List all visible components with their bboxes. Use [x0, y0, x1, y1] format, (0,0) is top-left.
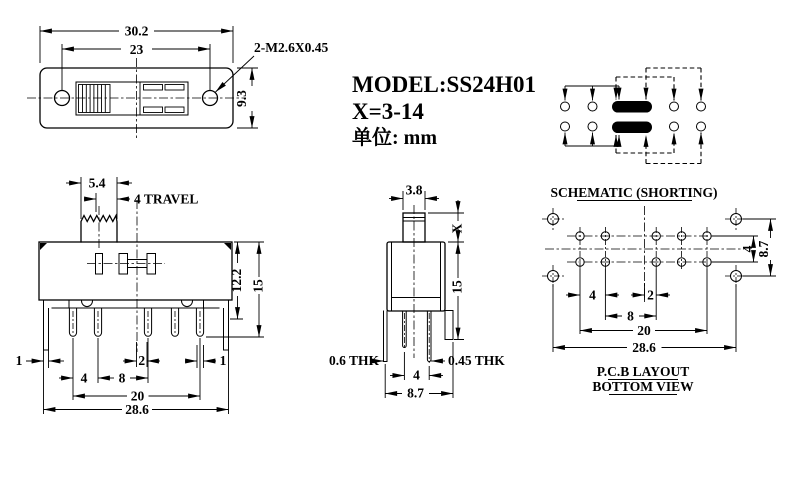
dim-top-overall-width: 30.2: [124, 23, 149, 39]
schematic-terminal: [561, 102, 570, 111]
dim-overall-depth: 8.7: [407, 385, 424, 401]
side-foot: [445, 311, 453, 340]
mounting-leg-left: [44, 301, 49, 350]
side-leg: [384, 311, 388, 362]
shorting-bar-top: [612, 101, 652, 113]
model-label: MODEL:SS24H01: [352, 72, 537, 97]
dim-knob-height: X: [449, 223, 465, 234]
schematic-terminal: [697, 122, 706, 131]
dim-total-height: 15: [250, 279, 266, 293]
dim-knob-width: 5.4: [88, 175, 106, 191]
pcb-layout-view: [542, 206, 776, 395]
dim-hole-span: 28.6: [632, 340, 656, 355]
dim-pad-pitch: 4: [589, 287, 596, 303]
dim-group-span: 8: [118, 370, 126, 386]
dim-side-body-height: 15: [449, 280, 465, 294]
schematic-terminal: [588, 122, 597, 131]
pcb-title-line2: BOTTOM VIEW: [592, 379, 694, 394]
dim-thk-right: 0.45 THK: [448, 353, 505, 368]
dim-hole-row-gap: 8.7: [756, 240, 771, 258]
dim-pcb-group-span: 8: [627, 308, 634, 324]
corner-chamfer: [40, 243, 47, 250]
dim-travel: 4 TRAVEL: [134, 191, 199, 207]
side-view: [329, 183, 505, 401]
dim-top-height: 9.3: [234, 90, 249, 107]
dim-terminal-span: 20: [130, 388, 145, 404]
dim-thk-left: 0.6 THK: [329, 353, 380, 368]
title-block: [352, 72, 536, 149]
schematic-terminal: [670, 102, 679, 111]
dim-side-knob-width: 3.8: [405, 182, 423, 198]
dim-upper-height: 12.2: [229, 268, 244, 293]
dim-front-overall-width: 28.6: [125, 402, 149, 417]
pcb-title-line1: P.C.B LAYOUT: [596, 364, 690, 379]
corner-chamfer: [224, 243, 231, 250]
schematic-terminal: [561, 122, 570, 131]
schematic-view: [551, 68, 718, 201]
schematic-title: SCHEMATIC (SHORTING): [550, 185, 718, 200]
dim-pad-span: 20: [637, 323, 651, 338]
dim-leg-left: 1: [15, 353, 23, 368]
unit-label: 单位: mm: [352, 127, 437, 149]
schematic-terminal: [588, 102, 597, 111]
shorting-bar-bottom: [612, 122, 652, 134]
front-view: [16, 176, 266, 418]
dim-center-gap: 2: [138, 353, 146, 368]
x-range-label: X=3-14: [352, 99, 424, 124]
dim-pin-pitch: 4: [80, 370, 88, 386]
side-body-outline: [387, 242, 445, 311]
thread-callout-label: 2-M2.6X0.45: [254, 40, 329, 55]
top-view: [27, 24, 328, 141]
schematic-terminal: [697, 102, 706, 111]
schematic-terminal: [670, 122, 679, 131]
front-body-outline: [39, 242, 232, 300]
dim-center-offset: 2: [647, 287, 654, 303]
dim-leg-right: 1: [219, 353, 227, 368]
mounting-leg-right: [224, 301, 229, 350]
dim-pin-span: 4: [413, 367, 420, 383]
dim-top-hole-spacing: 23: [129, 42, 144, 57]
slider-track: [76, 82, 188, 115]
dim-row-gap: 4: [740, 245, 755, 253]
